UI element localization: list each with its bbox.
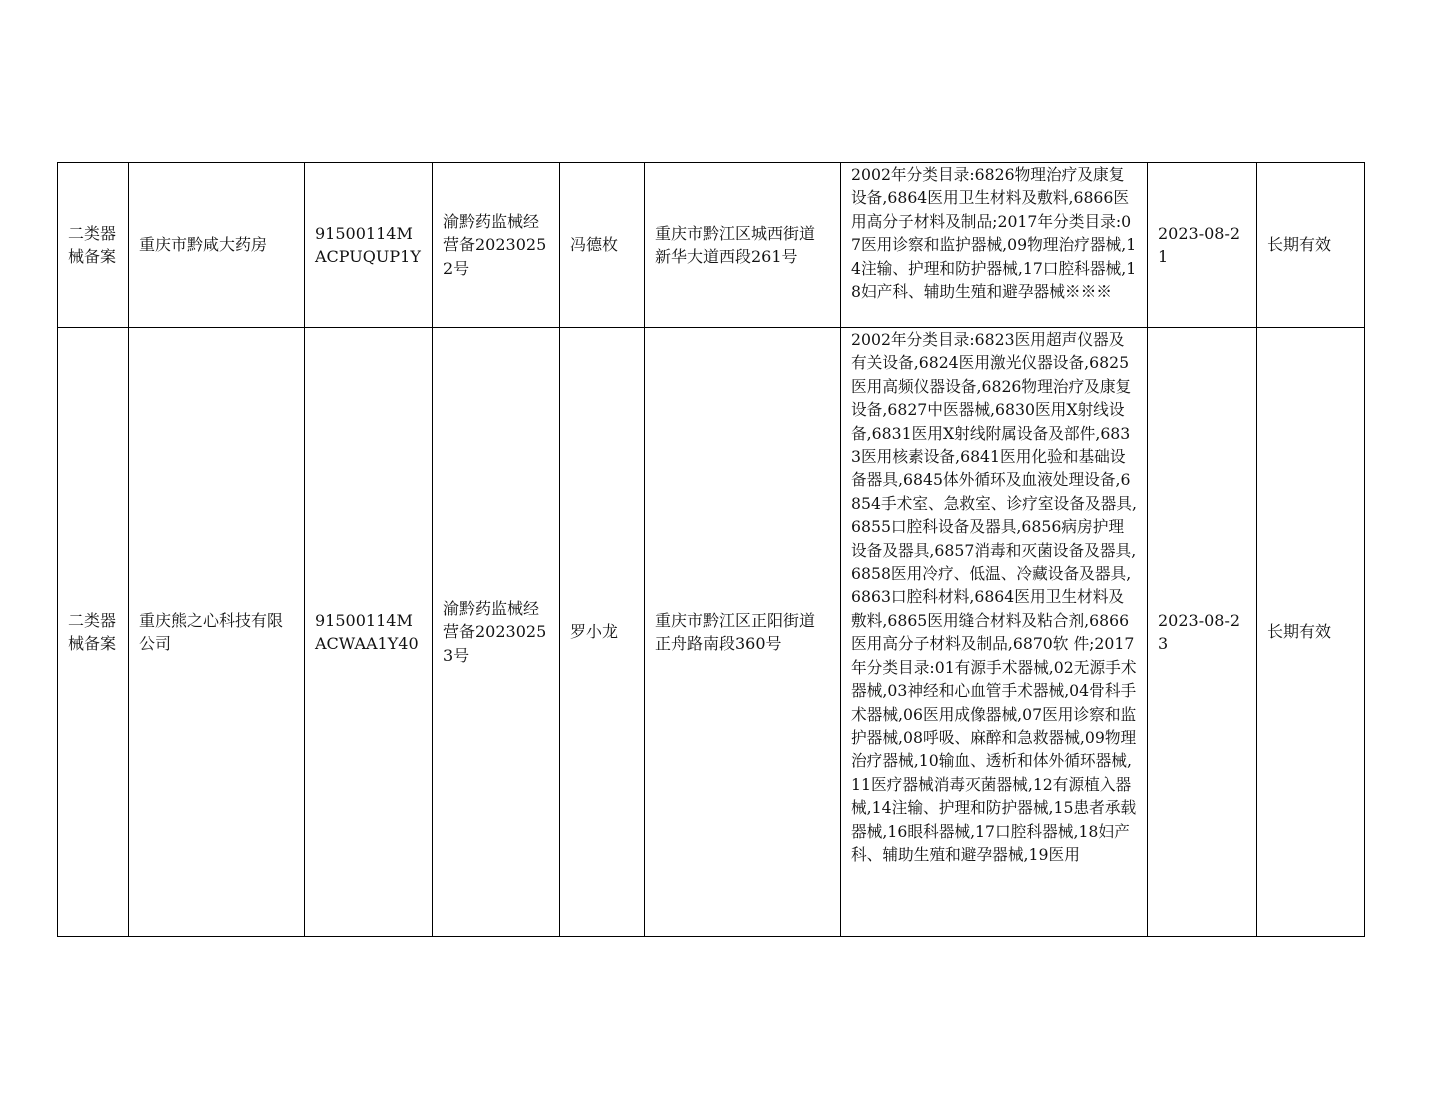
date-cell: 2023-08-21 (1148, 163, 1257, 328)
business-scope-text: 2002年分类目录:6826物理治疗及康复设备,6864医用卫生材料及敷料,6866医用高分子材料及制品;2017年分类目录:07医用诊察和监护器械,09物理治疗器械,14注输、护理和防护器械,17口腔科器械,18妇产科、辅助生殖和避孕器械※※※ (851, 165, 1137, 302)
device-record-table (57, 162, 1365, 937)
business-scope-text: 2002年分类目录:6823医用超声仪器及有关设备,6824医用激光仪器设备,6825医用高频仪器设备,6826物理治疗及康复设备,6827中医器械,6830医用X射线设备,6831医用X射线附属设备及部件,6833医用核素设备,6841医用化验和基础设备器具,6845体外循环及血液处理设备,6854手术室、急救室、诊疗室设备及器具,6855口腔科设备及器具,6856病房护理设备及器具,6857消毒和灭菌设备及器具,6858医用冷疗、低温、冷藏设备及器具,6863口腔科材料,6864医用卫生材料及敷料,6865医用缝合材料及粘合剂,6866医用高分子材料及制品,6870软 件;2017年分类目录:01有源手术器械,02无源手术器械,03神经和心血管手术器械,04骨科手术器械,06医用成像器械,07医用诊察和监护器械,08呼吸、麻醉和急救器械,09物理治疗器械,10输血、透析和体外循环器械,11医疗器械消毒灭菌器械,12有源植入器械,14注输、护理和防护器械,15患者承载器械,16眼科器械,17口腔科器械,18妇产科、辅助生殖和避孕器械,19医用 (851, 330, 1137, 864)
record-number-cell: 渝黔药监械经营备20230253号 (433, 328, 560, 937)
business-scope-cell (841, 328, 1148, 937)
credit-code-cell: 91500114MACPUQUP1Y (305, 163, 433, 328)
date-cell: 2023-08-23 (1148, 328, 1257, 937)
address-cell: 重庆市黔江区正阳街道正舟路南段360号 (645, 328, 841, 937)
address-cell: 重庆市黔江区城西街道新华大道西段261号 (645, 163, 841, 328)
validity-cell: 长期有效 (1257, 163, 1365, 328)
record-number-cell: 渝黔药监械经营备20230252号 (433, 163, 560, 328)
validity-cell: 长期有效 (1257, 328, 1365, 937)
table-row (58, 163, 1365, 328)
category-cell: 二类器械备案 (58, 163, 129, 328)
credit-code-cell: 91500114MACWAA1Y40 (305, 328, 433, 937)
business-scope-cell (841, 163, 1148, 328)
category-cell: 二类器械备案 (58, 328, 129, 937)
company-cell: 重庆熊之心科技有限公司 (129, 328, 305, 937)
table-row (58, 328, 1365, 937)
person-cell: 冯德枚 (560, 163, 645, 328)
person-cell: 罗小龙 (560, 328, 645, 937)
company-cell: 重庆市黔咸大药房 (129, 163, 305, 328)
